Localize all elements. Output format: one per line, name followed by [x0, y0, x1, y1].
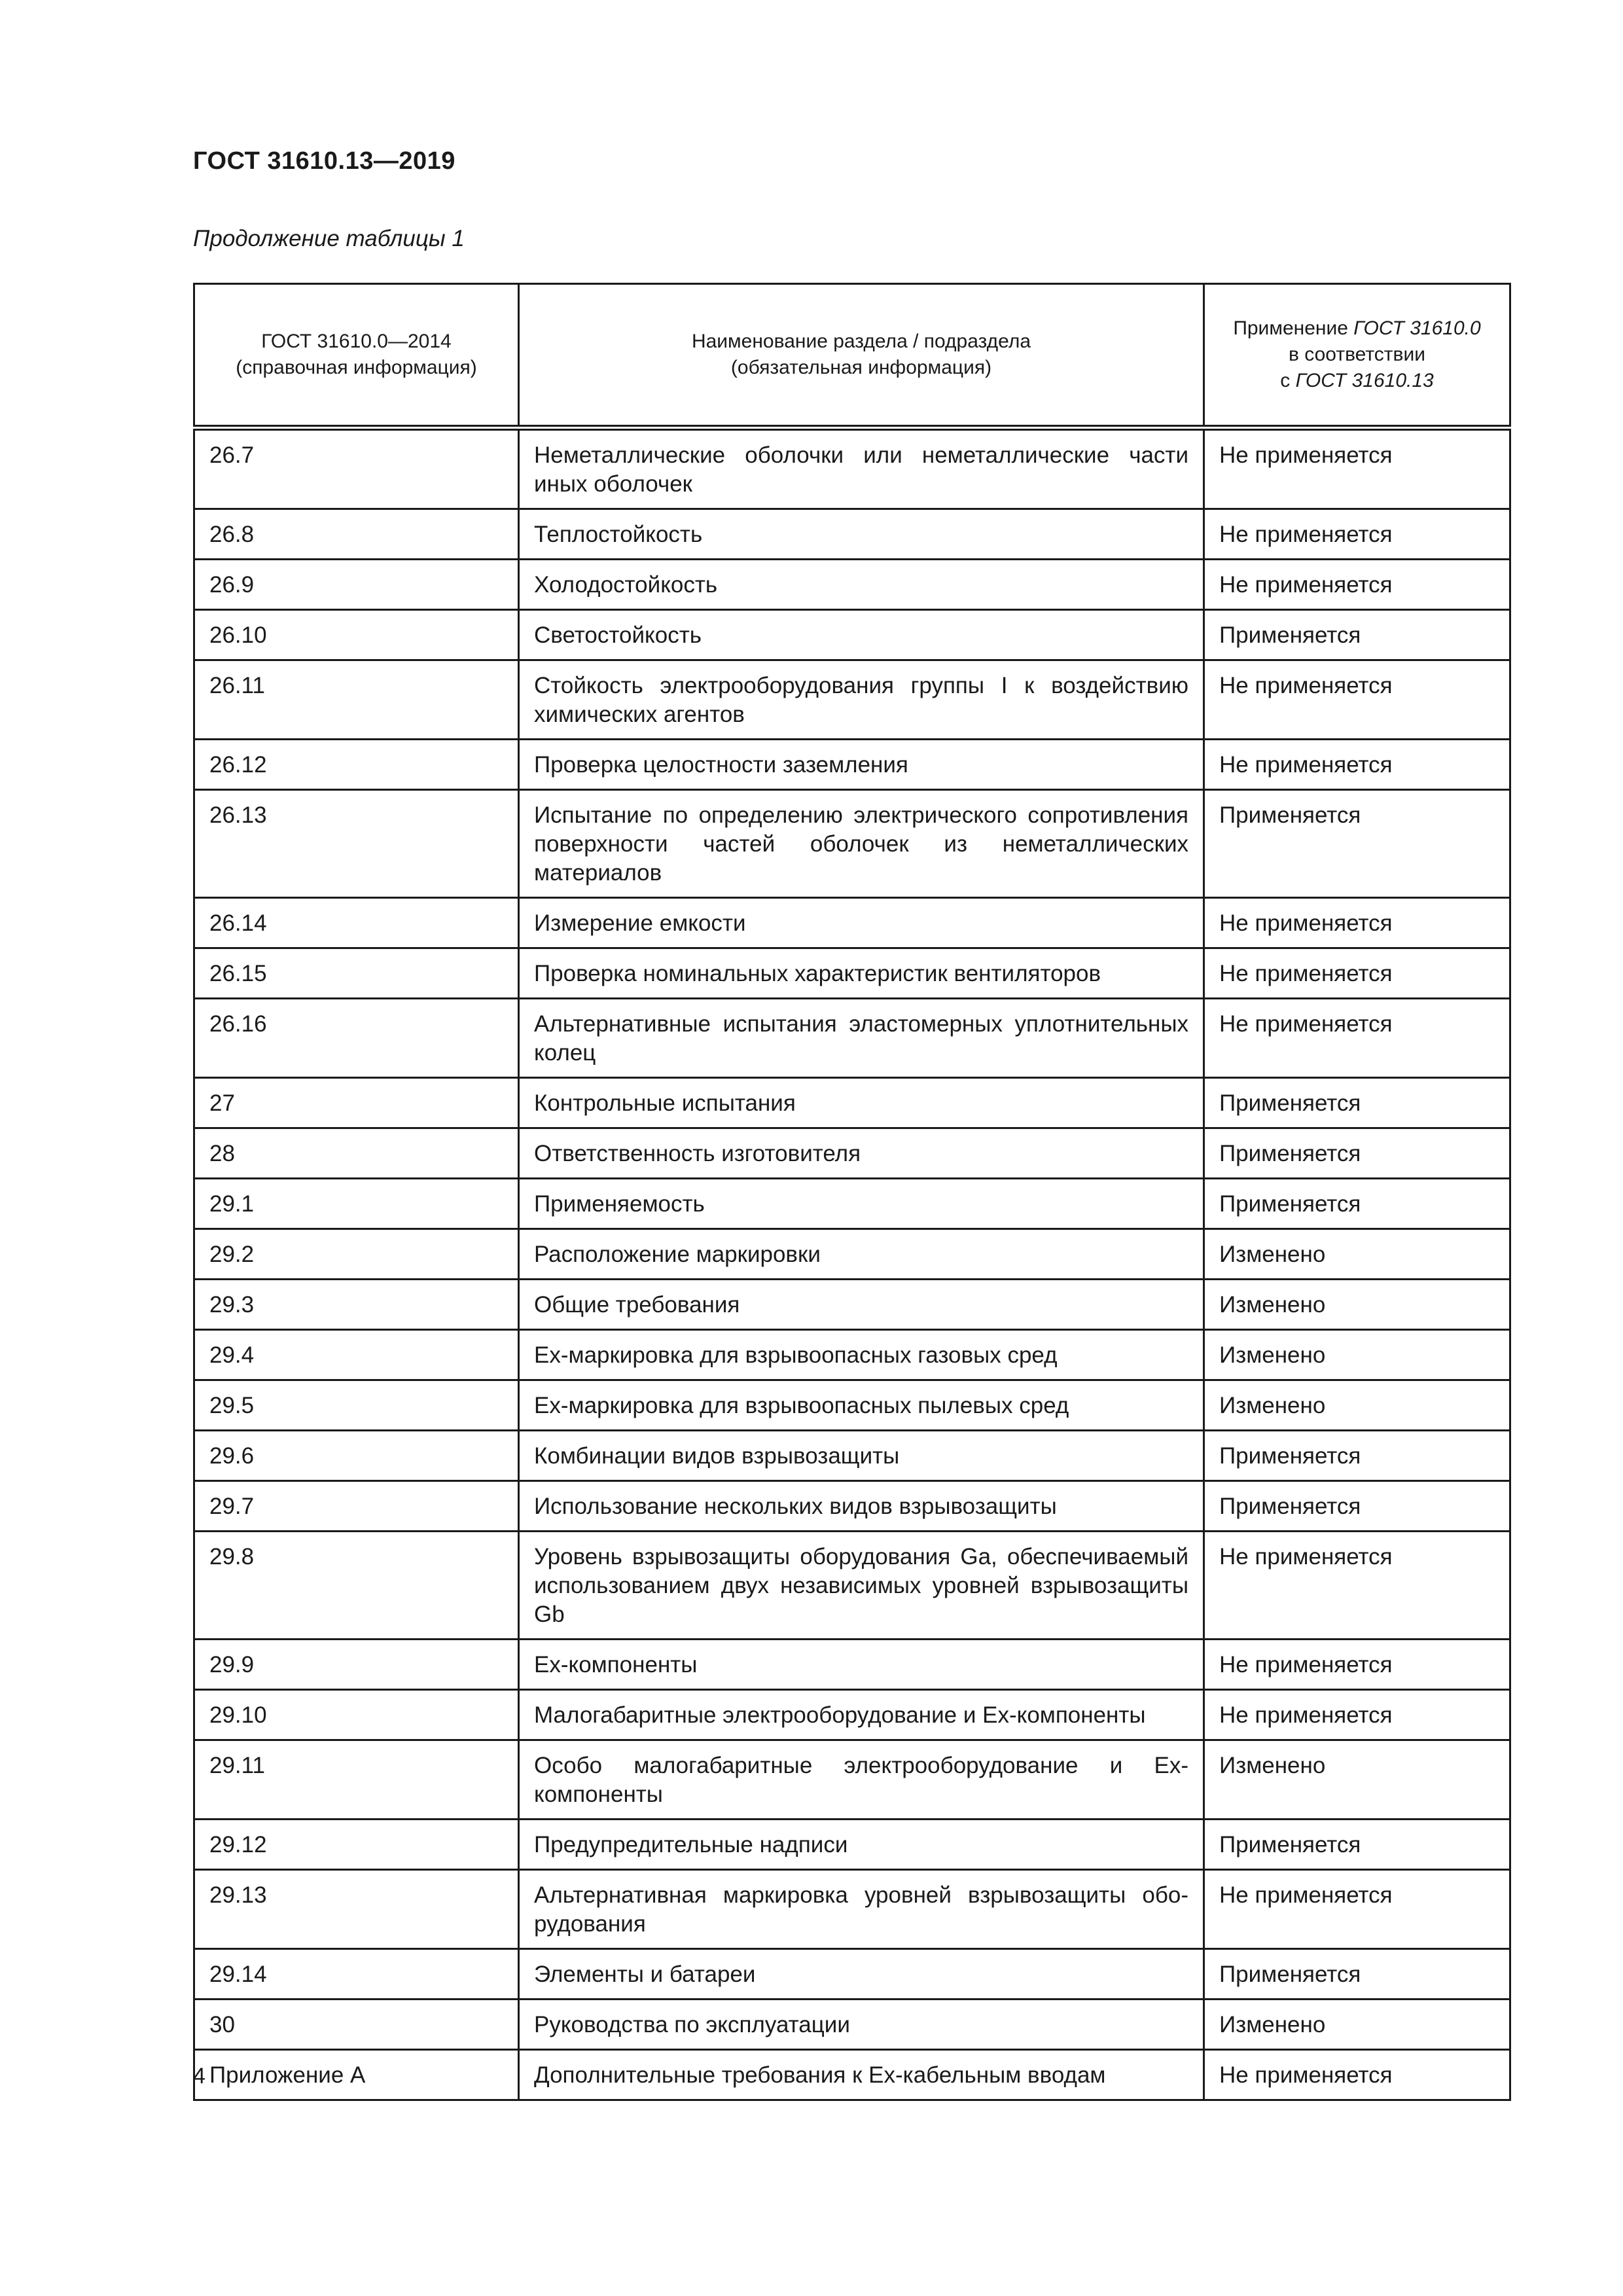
table-row: [194, 1690, 1510, 1740]
table-row: [194, 2050, 1510, 2100]
application-status-cell: Применяется: [1204, 1431, 1510, 1481]
application-status-cell: Не применяется: [1204, 1532, 1510, 1640]
document-code: ГОСТ 31610.13—2019: [193, 147, 455, 175]
section-name-cell: Расположение маркировки: [519, 1229, 1204, 1280]
section-name-cell: Ex-компоненты: [519, 1640, 1204, 1690]
section-reference-cell: 26.8: [194, 509, 519, 560]
standards-table: [193, 283, 1511, 2101]
application-status-cell: Изменено: [1204, 1330, 1510, 1380]
section-reference-cell: 26.16: [194, 999, 519, 1078]
table-row: [194, 1431, 1510, 1481]
table-header-row: [194, 284, 1510, 428]
section-name-cell: Испытание по определению электрического сопротивления поверхности частей оболочек из неметаллических материалов: [519, 790, 1204, 898]
application-status-cell: Применяется: [1204, 610, 1510, 660]
application-status-cell: Изменено: [1204, 1380, 1510, 1431]
application-status-cell: Изменено: [1204, 1280, 1510, 1330]
application-status-cell: Изменено: [1204, 2000, 1510, 2050]
header-application-column: Применение ГОСТ 31610.0 в соответствии с ГОСТ 31610.13: [1204, 284, 1510, 428]
section-reference-cell: 30: [194, 2000, 519, 2050]
table-row: [194, 560, 1510, 610]
table-row: [194, 898, 1510, 948]
section-reference-cell: 29.3: [194, 1280, 519, 1330]
section-reference-cell: Приложение А: [194, 2050, 519, 2100]
application-status-cell: Не применяется: [1204, 999, 1510, 1078]
section-reference-cell: 26.9: [194, 560, 519, 610]
section-reference-cell: 29.1: [194, 1179, 519, 1229]
application-status-cell: Не применяется: [1204, 660, 1510, 740]
section-reference-cell: 29.5: [194, 1380, 519, 1431]
section-reference-cell: 26.15: [194, 948, 519, 999]
section-name-cell: Предупредительные надписи: [519, 1820, 1204, 1870]
application-status-cell: Не применяется: [1204, 1690, 1510, 1740]
table-row: [194, 660, 1510, 740]
table-row: [194, 740, 1510, 790]
table-row: [194, 790, 1510, 898]
section-name-cell: Общие требования: [519, 1280, 1204, 1330]
table-row: [194, 610, 1510, 660]
section-reference-cell: 29.13: [194, 1870, 519, 1949]
section-name-cell: Альтернативная маркировка уровней взрывозащиты оборудования: [519, 1870, 1204, 1949]
table-row: [194, 1532, 1510, 1640]
table-row: [194, 1481, 1510, 1532]
section-reference-cell: 29.11: [194, 1740, 519, 1820]
section-name-cell: Дополнительные требования к Ex-кабельным вводам: [519, 2050, 1204, 2100]
section-reference-cell: 29.12: [194, 1820, 519, 1870]
section-reference-cell: 29.2: [194, 1229, 519, 1280]
section-name-cell: Ответственность изготовителя: [519, 1128, 1204, 1179]
section-name-cell: Уровень взрывозащиты оборудования Ga, обеспечиваемый использованием двух независимых уровней взрывозащиты Gb: [519, 1532, 1204, 1640]
section-name-cell: Особо малогабаритные электрооборудование и Ex-компоненты: [519, 1740, 1204, 1820]
section-reference-cell: 29.14: [194, 1949, 519, 2000]
table-row: [194, 1330, 1510, 1380]
section-name-cell: Стойкость электрооборудования группы I к воздействию химических агентов: [519, 660, 1204, 740]
table-row: [194, 1128, 1510, 1179]
table-body: [194, 428, 1510, 2100]
section-name-cell: Применяемость: [519, 1179, 1204, 1229]
section-name-cell: Холодостойкость: [519, 560, 1204, 610]
application-status-cell: Применяется: [1204, 1078, 1510, 1128]
table-row: [194, 1740, 1510, 1820]
section-reference-cell: 26.12: [194, 740, 519, 790]
application-status-cell: Не применяется: [1204, 560, 1510, 610]
section-name-cell: Руководства по эксплуатации: [519, 2000, 1204, 2050]
application-status-cell: Не применяется: [1204, 740, 1510, 790]
section-reference-cell: 29.8: [194, 1532, 519, 1640]
section-reference-cell: 29.6: [194, 1431, 519, 1481]
section-name-cell: Проверка целостности заземления: [519, 740, 1204, 790]
section-reference-cell: 29.9: [194, 1640, 519, 1690]
application-status-cell: Не применяется: [1204, 1870, 1510, 1949]
table-row: [194, 1870, 1510, 1949]
section-name-cell: Светостойкость: [519, 610, 1204, 660]
section-name-cell: Элементы и батареи: [519, 1949, 1204, 2000]
section-reference-cell: 29.4: [194, 1330, 519, 1380]
section-reference-cell: 29.7: [194, 1481, 519, 1532]
section-reference-cell: 26.11: [194, 660, 519, 740]
section-reference-cell: 29.10: [194, 1690, 519, 1740]
section-reference-cell: 26.14: [194, 898, 519, 948]
table-row: [194, 1949, 1510, 2000]
table-row: [194, 1078, 1510, 1128]
section-name-cell: Контрольные испытания: [519, 1078, 1204, 1128]
table-row: [194, 1820, 1510, 1870]
application-status-cell: Применяется: [1204, 790, 1510, 898]
section-name-cell: Измерение емкости: [519, 898, 1204, 948]
table-continuation-caption: Продолжение таблицы 1: [193, 226, 465, 251]
table-row: [194, 1640, 1510, 1690]
table-row: [194, 428, 1510, 509]
application-status-cell: Применяется: [1204, 1179, 1510, 1229]
page-number: 4: [193, 2064, 205, 2089]
application-status-cell: Не применяется: [1204, 898, 1510, 948]
table-row: [194, 999, 1510, 1078]
application-status-cell: Изменено: [1204, 1740, 1510, 1820]
section-reference-cell: 26.7: [194, 428, 519, 509]
section-name-cell: Использование нескольких видов взрывозащиты: [519, 1481, 1204, 1532]
table-row: [194, 1179, 1510, 1229]
table-row: [194, 1380, 1510, 1431]
section-name-cell: Альтернативные испытания эластомерных уплотнительных колец: [519, 999, 1204, 1078]
table-row: [194, 1280, 1510, 1330]
section-name-cell: Неметаллические оболочки или неметаллические части иных оболочек: [519, 428, 1204, 509]
application-status-cell: Не применяется: [1204, 2050, 1510, 2100]
header-reference-column: ГОСТ 31610.0—2014 (справочная информация): [194, 284, 519, 428]
application-status-cell: Применяется: [1204, 1128, 1510, 1179]
application-status-cell: Не применяется: [1204, 1640, 1510, 1690]
header-section-name-column: Наименование раздела / подраздела (обязательная информация): [519, 284, 1204, 428]
application-status-cell: Применяется: [1204, 1481, 1510, 1532]
application-status-cell: Не применяется: [1204, 509, 1510, 560]
section-name-cell: Малогабаритные электрооборудование и Ex-компоненты: [519, 1690, 1204, 1740]
table-row: [194, 2000, 1510, 2050]
application-status-cell: Изменено: [1204, 1229, 1510, 1280]
application-status-cell: Применяется: [1204, 1949, 1510, 2000]
section-name-cell: Проверка номинальных характеристик вентиляторов: [519, 948, 1204, 999]
table-row: [194, 509, 1510, 560]
section-name-cell: Теплостойкость: [519, 509, 1204, 560]
application-status-cell: Не применяется: [1204, 948, 1510, 999]
section-reference-cell: 27: [194, 1078, 519, 1128]
section-reference-cell: 26.13: [194, 790, 519, 898]
section-reference-cell: 28: [194, 1128, 519, 1179]
section-name-cell: Ex-маркировка для взрывоопасных пылевых сред: [519, 1380, 1204, 1431]
application-status-cell: Не применяется: [1204, 428, 1510, 509]
section-reference-cell: 26.10: [194, 610, 519, 660]
application-status-cell: Применяется: [1204, 1820, 1510, 1870]
table-row: [194, 1229, 1510, 1280]
table-row: [194, 948, 1510, 999]
section-name-cell: Комбинации видов взрывозащиты: [519, 1431, 1204, 1481]
section-name-cell: Ex-маркировка для взрывоопасных газовых сред: [519, 1330, 1204, 1380]
